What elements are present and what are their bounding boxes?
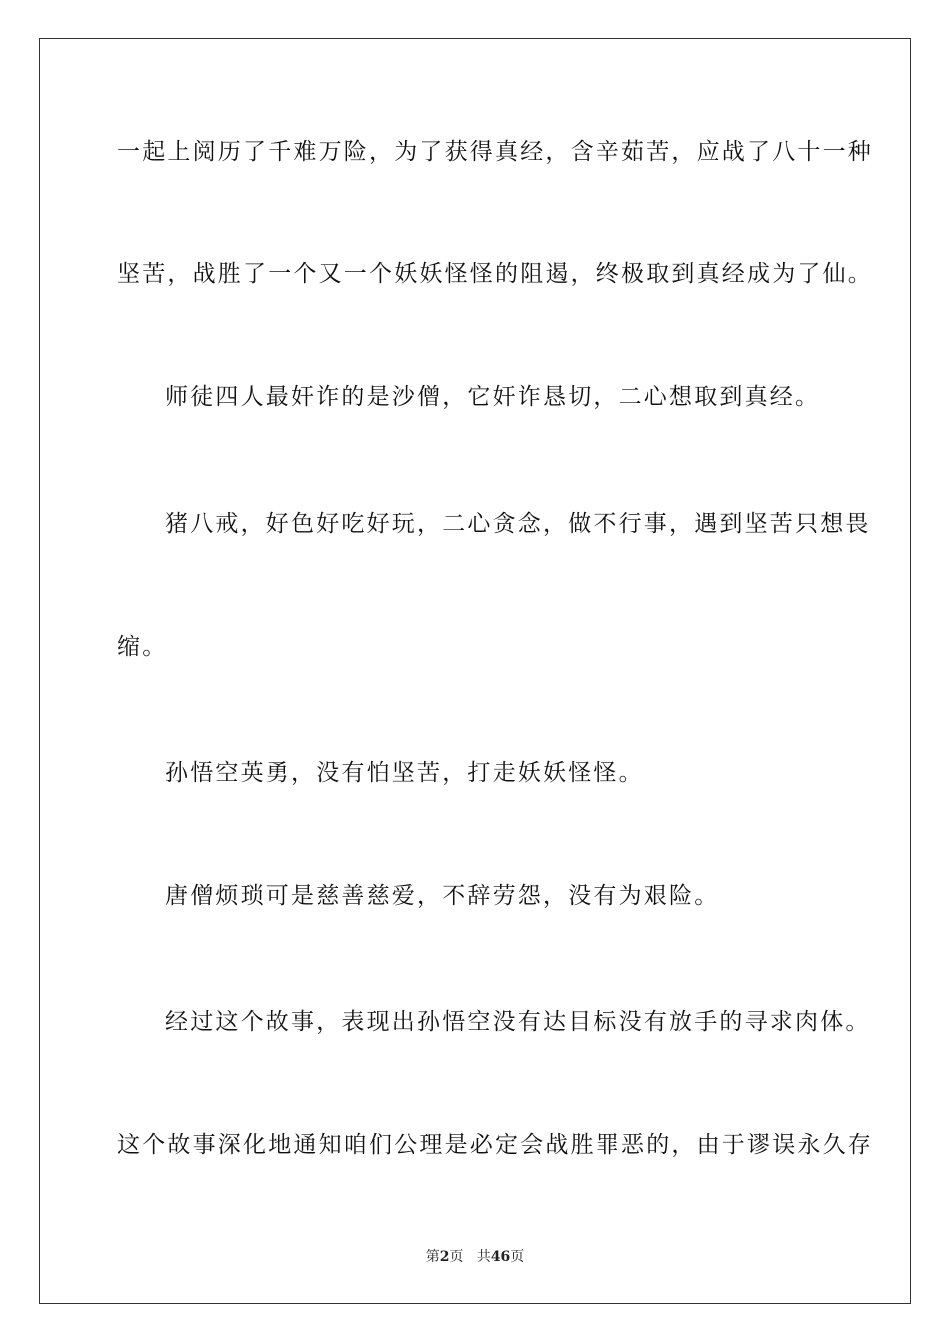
footer-total-suffix: 页 — [510, 1249, 525, 1265]
text-line-7: 唐僧烦琐可是慈善慈爱，不辞劳怨，没有为艰险。 — [165, 883, 720, 909]
text-line-6: 孙悟空英勇，没有怕坚苦，打走妖妖怪怪。 — [165, 760, 644, 786]
text-line-2: 坚苦，战胜了一个又一个妖妖怪怪的阻遏，终极取到真经成为了仙。 — [117, 261, 873, 287]
text-line-4: 猪八戒，好色好吃好玩，二心贪念，做不行事，遇到坚苦只想畏 — [165, 511, 871, 537]
footer-page-number: 2 — [439, 1249, 450, 1265]
text-line-8: 经过这个故事，表现出孙悟空没有达目标没有放手的寻求肉体。 — [165, 1009, 871, 1035]
footer-page-prefix: 第 — [425, 1249, 440, 1265]
page-footer — [0, 1248, 950, 1266]
footer-page-suffix: 页 — [449, 1249, 464, 1265]
text-line-3: 师徒四人最奸诈的是沙僧，它奸诈恳切，二心想取到真经。 — [165, 384, 821, 410]
text-line-5: 缩。 — [117, 634, 168, 660]
footer-total-pages: 46 — [490, 1249, 511, 1265]
page-border — [39, 38, 911, 1304]
text-line-9: 这个故事深化地通知咱们公理是必定会战胜罪恶的，由于谬误永久存 — [117, 1132, 873, 1158]
footer-total-prefix: 共 — [476, 1249, 491, 1265]
text-line-1: 一起上阅历了千难万险，为了获得真经，含辛茹苦，应战了八十一种 — [117, 139, 873, 165]
